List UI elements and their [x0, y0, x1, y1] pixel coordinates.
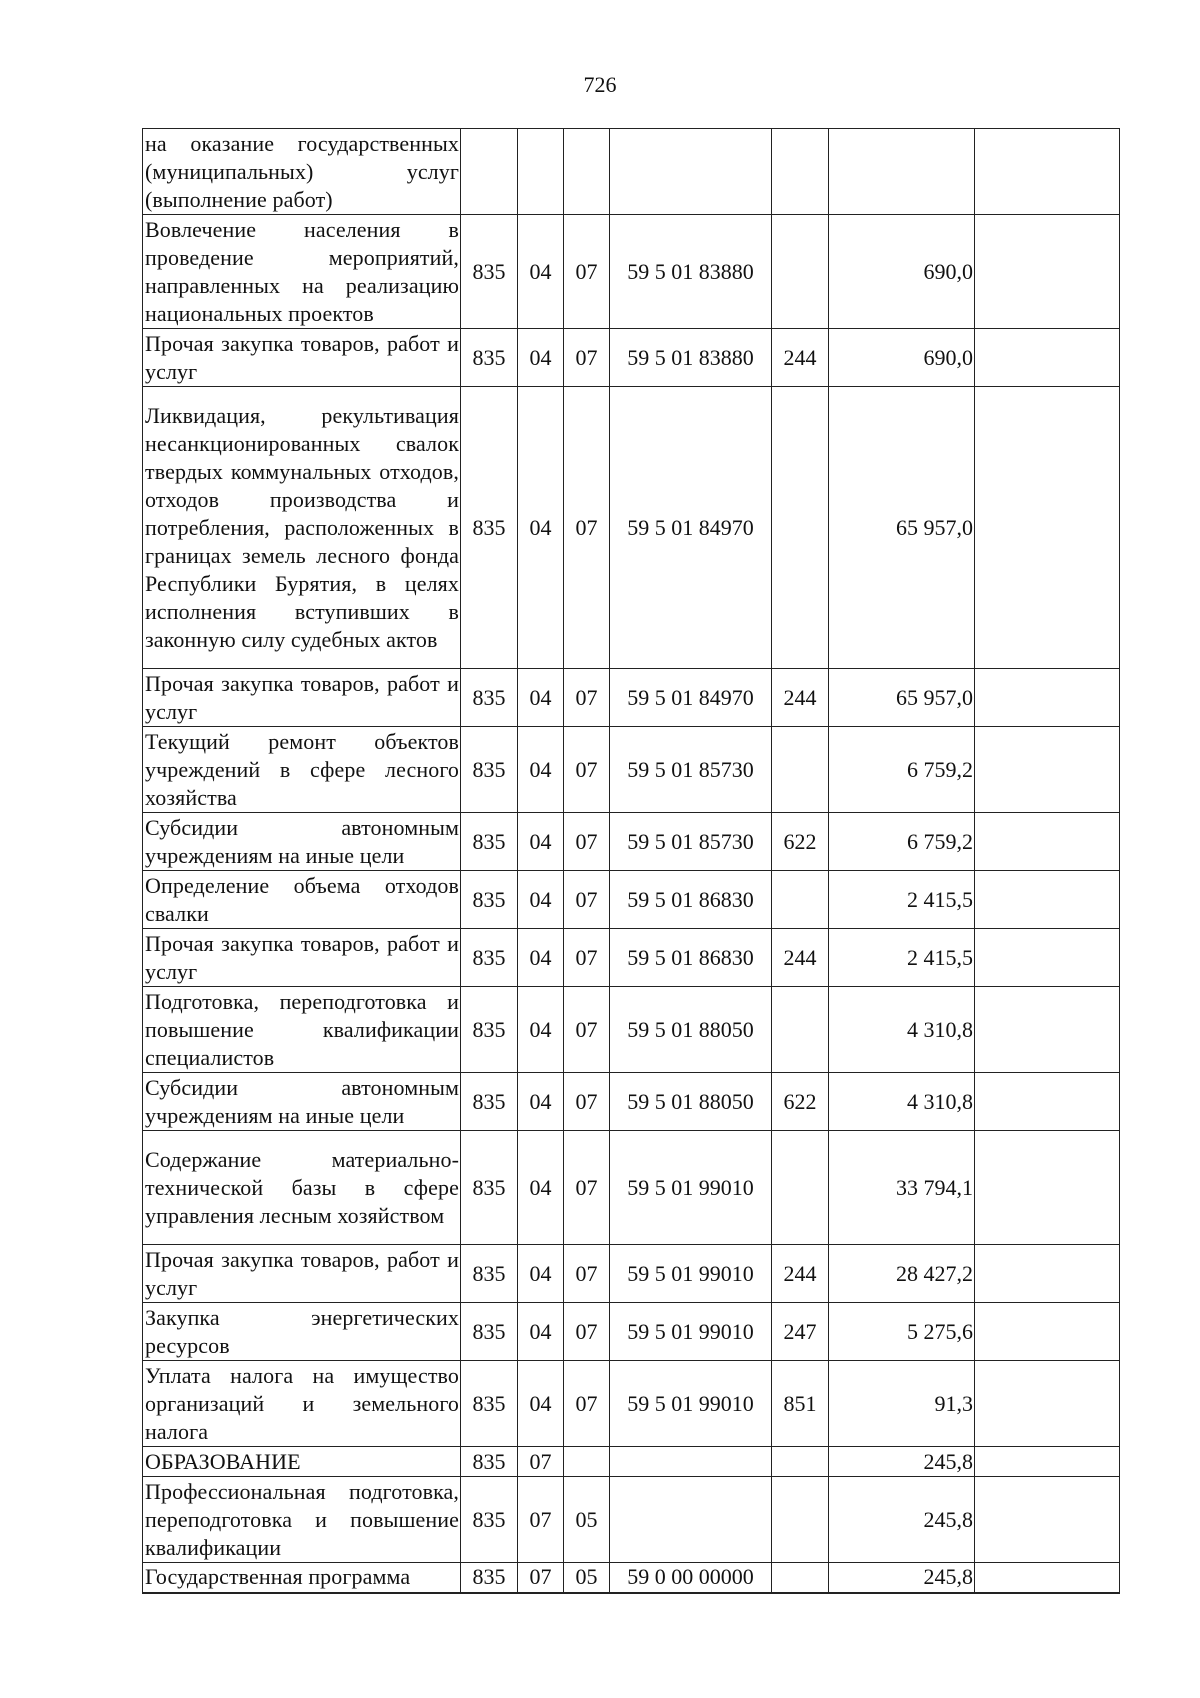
table-row	[143, 1303, 1120, 1361]
expense-type-code	[772, 1447, 829, 1477]
item-name: Профессиональная подготовка, переподготовка и повышение квалификации	[143, 1477, 461, 1563]
ministry-code: 835	[461, 1131, 518, 1245]
expense-type-code: 244	[772, 1245, 829, 1303]
ministry-code: 835	[461, 215, 518, 329]
target-article-code: 59 5 01 99010	[610, 1245, 772, 1303]
target-article-code: 59 5 01 99010	[610, 1361, 772, 1447]
item-name: на оказание государственных (муниципальных) услуг (выполнение работ)	[143, 129, 461, 215]
target-article-code: 59 5 01 99010	[610, 1131, 772, 1245]
ministry-code: 835	[461, 727, 518, 813]
subsection-code: 07	[564, 329, 610, 387]
item-name: Субсидии автономным учреждениям на иные цели	[143, 813, 461, 871]
subsection-code: 07	[564, 387, 610, 669]
amount: 690,0	[829, 215, 975, 329]
section-code: 04	[518, 871, 564, 929]
subsection-code: 07	[564, 215, 610, 329]
ministry-code: 835	[461, 1245, 518, 1303]
ministry-code: 835	[461, 669, 518, 727]
table-row	[143, 387, 1120, 669]
section-code: 07	[518, 1477, 564, 1563]
expense-type-code: 851	[772, 1361, 829, 1447]
empty-cell	[975, 215, 1120, 329]
empty-cell	[975, 1245, 1120, 1303]
target-article-code: 59 5 01 86830	[610, 929, 772, 987]
section-code: 04	[518, 813, 564, 871]
empty-cell	[975, 1131, 1120, 1245]
empty-cell	[975, 129, 1120, 215]
target-article-code: 59 5 01 88050	[610, 987, 772, 1073]
target-article-code: 59 5 01 88050	[610, 1073, 772, 1131]
ministry-code: 835	[461, 329, 518, 387]
table-row	[143, 1477, 1120, 1563]
item-name: Вовлечение населения в проведение мероприятий, направленных на реализацию национальных проектов	[143, 215, 461, 329]
table-row	[143, 929, 1120, 987]
subsection-code: 07	[564, 929, 610, 987]
amount: 91,3	[829, 1361, 975, 1447]
subsection-code: 07	[564, 1073, 610, 1131]
target-article-code: 59 5 01 83880	[610, 329, 772, 387]
table-row	[143, 1563, 1120, 1593]
subsection-code: 07	[564, 1245, 610, 1303]
section-code: 04	[518, 1131, 564, 1245]
subsection-code: 07	[564, 727, 610, 813]
item-name: Прочая закупка товаров, работ и услуг	[143, 669, 461, 727]
ministry-code: 835	[461, 929, 518, 987]
empty-cell	[975, 727, 1120, 813]
expense-type-code: 244	[772, 929, 829, 987]
table-row	[143, 329, 1120, 387]
expense-type-code: 622	[772, 1073, 829, 1131]
target-article-code	[610, 1477, 772, 1563]
section-code: 04	[518, 1361, 564, 1447]
item-name: Государственная программа	[143, 1563, 461, 1593]
expense-type-code	[772, 1131, 829, 1245]
empty-cell	[975, 387, 1120, 669]
item-name: Субсидии автономным учреждениям на иные цели	[143, 1073, 461, 1131]
item-name: Текущий ремонт объектов учреждений в сфере лесного хозяйства	[143, 727, 461, 813]
expense-type-code	[772, 1563, 829, 1593]
ministry-code: 835	[461, 871, 518, 929]
target-article-code: 59 5 01 83880	[610, 215, 772, 329]
ministry-code: 835	[461, 1303, 518, 1361]
expense-type-code	[772, 387, 829, 669]
expense-type-code: 247	[772, 1303, 829, 1361]
section-code: 04	[518, 387, 564, 669]
section-code: 04	[518, 215, 564, 329]
target-article-code: 59 0 00 00000	[610, 1563, 772, 1593]
item-name: Определение объема отходов свалки	[143, 871, 461, 929]
item-name: Закупка энергетических ресурсов	[143, 1303, 461, 1361]
expense-type-code	[772, 1477, 829, 1563]
subsection-code: 07	[564, 987, 610, 1073]
empty-cell	[975, 1477, 1120, 1563]
item-name: Уплата налога на имущество организаций и земельного налога	[143, 1361, 461, 1447]
section-code: 07	[518, 1563, 564, 1593]
amount: 690,0	[829, 329, 975, 387]
amount: 4 310,8	[829, 987, 975, 1073]
target-article-code	[610, 129, 772, 215]
empty-cell	[975, 1447, 1120, 1477]
section-code: 04	[518, 329, 564, 387]
subsection-code: 05	[564, 1563, 610, 1593]
budget-table	[142, 128, 1120, 1594]
expense-type-code	[772, 727, 829, 813]
subsection-code: 07	[564, 813, 610, 871]
ministry-code: 835	[461, 813, 518, 871]
empty-cell	[975, 1563, 1120, 1593]
target-article-code: 59 5 01 84970	[610, 669, 772, 727]
expense-type-code: 244	[772, 329, 829, 387]
section-code: 04	[518, 727, 564, 813]
table-row	[143, 1131, 1120, 1245]
section-code: 04	[518, 929, 564, 987]
empty-cell	[975, 669, 1120, 727]
section-code: 04	[518, 1073, 564, 1131]
item-name: Подготовка, переподготовка и повышение квалификации специалистов	[143, 987, 461, 1073]
amount: 65 957,0	[829, 669, 975, 727]
amount: 2 415,5	[829, 871, 975, 929]
empty-cell	[975, 813, 1120, 871]
subsection-code: 07	[564, 871, 610, 929]
table-row	[143, 727, 1120, 813]
budget-table-body	[143, 129, 1120, 1593]
table-row	[143, 669, 1120, 727]
subsection-code: 07	[564, 669, 610, 727]
amount: 5 275,6	[829, 1303, 975, 1361]
page-number: 726	[583, 72, 617, 97]
section-code: 04	[518, 987, 564, 1073]
empty-cell	[975, 871, 1120, 929]
amount: 2 415,5	[829, 929, 975, 987]
table-row	[143, 1447, 1120, 1477]
target-article-code: 59 5 01 85730	[610, 727, 772, 813]
section-code: 04	[518, 669, 564, 727]
ministry-code: 835	[461, 387, 518, 669]
ministry-code: 835	[461, 1477, 518, 1563]
table-row	[143, 129, 1120, 215]
table-row	[143, 1361, 1120, 1447]
subsection-code: 05	[564, 1477, 610, 1563]
ministry-code: 835	[461, 1563, 518, 1593]
empty-cell	[975, 329, 1120, 387]
section-code	[518, 129, 564, 215]
amount: 245,8	[829, 1563, 975, 1593]
item-name: Прочая закупка товаров, работ и услуг	[143, 329, 461, 387]
target-article-code: 59 5 01 85730	[610, 813, 772, 871]
expense-type-code: 244	[772, 669, 829, 727]
section-code: 04	[518, 1245, 564, 1303]
subsection-code: 07	[564, 1131, 610, 1245]
expense-type-code	[772, 129, 829, 215]
expense-type-code	[772, 871, 829, 929]
amount: 33 794,1	[829, 1131, 975, 1245]
ministry-code	[461, 129, 518, 215]
section-code: 07	[518, 1447, 564, 1477]
amount	[829, 129, 975, 215]
ministry-code: 835	[461, 987, 518, 1073]
expense-type-code	[772, 987, 829, 1073]
item-name: Ликвидация, рекультивация несанкционированных свалок твердых коммунальных отходов, отходов производства и потребления, расположенных в границах земель лесного фонда Республики Бурятия, в целях исполнения вступивших в законную силу судебных актов	[143, 387, 461, 669]
expense-type-code: 622	[772, 813, 829, 871]
target-article-code: 59 5 01 84970	[610, 387, 772, 669]
target-article-code	[610, 1447, 772, 1477]
ministry-code: 835	[461, 1361, 518, 1447]
subsection-code	[564, 129, 610, 215]
amount: 65 957,0	[829, 387, 975, 669]
item-name: Прочая закупка товаров, работ и услуг	[143, 929, 461, 987]
target-article-code: 59 5 01 99010	[610, 1303, 772, 1361]
amount: 245,8	[829, 1447, 975, 1477]
section-code: 04	[518, 1303, 564, 1361]
table-row	[143, 813, 1120, 871]
subsection-code: 07	[564, 1303, 610, 1361]
ministry-code: 835	[461, 1073, 518, 1131]
empty-cell	[975, 1361, 1120, 1447]
table-row	[143, 987, 1120, 1073]
empty-cell	[975, 1073, 1120, 1131]
table-row	[143, 1073, 1120, 1131]
empty-cell	[975, 929, 1120, 987]
ministry-code: 835	[461, 1447, 518, 1477]
subsection-code	[564, 1447, 610, 1477]
amount: 28 427,2	[829, 1245, 975, 1303]
expense-type-code	[772, 215, 829, 329]
amount: 245,8	[829, 1477, 975, 1563]
target-article-code: 59 5 01 86830	[610, 871, 772, 929]
table-row	[143, 1245, 1120, 1303]
item-name: Содержание материально-технической базы в сфере управления лесным хозяйством	[143, 1131, 461, 1245]
amount: 6 759,2	[829, 727, 975, 813]
item-name: Прочая закупка товаров, работ и услуг	[143, 1245, 461, 1303]
table-row	[143, 871, 1120, 929]
item-name: ОБРАЗОВАНИЕ	[143, 1447, 461, 1477]
empty-cell	[975, 1303, 1120, 1361]
subsection-code: 07	[564, 1361, 610, 1447]
empty-cell	[975, 987, 1120, 1073]
amount: 6 759,2	[829, 813, 975, 871]
table-row	[143, 215, 1120, 329]
amount: 4 310,8	[829, 1073, 975, 1131]
